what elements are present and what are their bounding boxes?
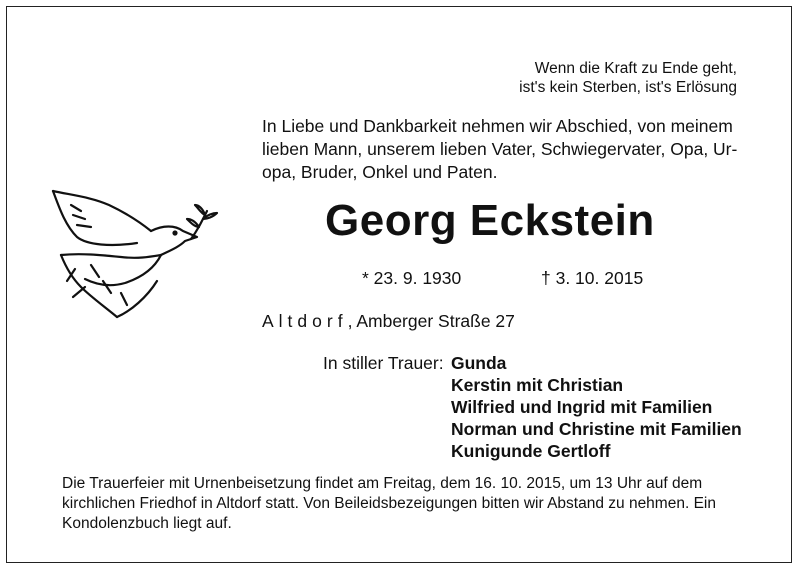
motto-quote bbox=[519, 59, 737, 97]
farewell-line-3: opa, Bruder, Onkel und Paten. bbox=[262, 162, 498, 182]
death-date: † 3. 10. 2015 bbox=[541, 268, 644, 288]
farewell-line-1: In Liebe und Dankbarkeit nehmen wir Abschied, von meinem bbox=[262, 116, 733, 136]
motto-line-2: ist's kein Sterben, ist's Erlösung bbox=[519, 79, 737, 96]
funeral-info-line-3: Kondolenzbuch liegt auf. bbox=[62, 515, 232, 532]
dove-icon bbox=[51, 185, 221, 335]
mourner-name: Norman und Christine mit Familien bbox=[451, 419, 742, 439]
farewell-text bbox=[262, 115, 762, 184]
mourner-name: Wilfried und Ingrid mit Familien bbox=[451, 397, 713, 417]
mourner-name: Kerstin mit Christian bbox=[451, 375, 624, 395]
birth-date: * 23. 9. 1930 bbox=[362, 268, 462, 288]
address-street: , Amberger Straße 27 bbox=[347, 311, 515, 331]
motto-line-1: Wenn die Kraft zu Ende geht, bbox=[534, 60, 737, 77]
farewell-line-2: lieben Mann, unserem lieben Vater, Schwiegervater, Opa, Ur- bbox=[262, 139, 738, 159]
mourners-label: In stiller Trauer: bbox=[323, 353, 444, 373]
address bbox=[262, 310, 515, 332]
funeral-info bbox=[62, 474, 754, 534]
deceased-name: Georg Eckstein bbox=[325, 196, 655, 245]
mourner-name: Gunda bbox=[451, 353, 507, 373]
mourner-name: Kunigunde Gertloff bbox=[451, 441, 611, 461]
funeral-info-line-2: kirchlichen Friedhof in Altdorf statt. Von Beileidsbezeigungen bitten wir Abstand zu nehmen. Ein bbox=[62, 495, 716, 512]
address-place: Altdorf bbox=[262, 311, 348, 331]
mourners-list bbox=[451, 352, 742, 462]
obituary-notice bbox=[6, 6, 792, 563]
funeral-info-line-1: Die Trauerfeier mit Urnenbeisetzung findet am Freitag, dem 16. 10. 2015, um 13 Uhr auf dem bbox=[62, 475, 703, 492]
